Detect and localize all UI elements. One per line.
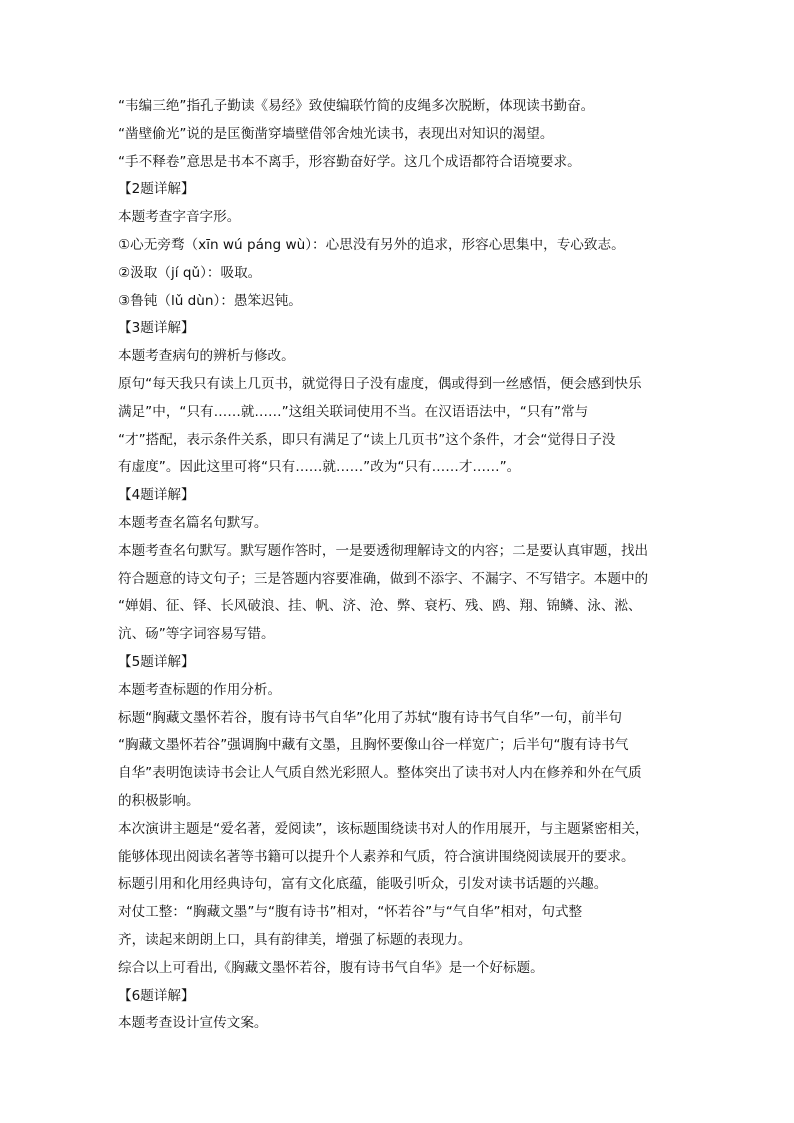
section-heading: 【6题详解】	[118, 987, 195, 1004]
text-line: 本题考查病句的辨析与修改。	[118, 348, 295, 365]
text-line: 本次演讲主题是“爱名著，爱阅读”，该标题围绕读书对人的作用展开，与主题紧密相关，	[118, 820, 649, 837]
text-line: 符合题意的诗文句子；三是答题内容要准确，做到不添字、不漏字、不写错字。本题中的	[118, 570, 649, 587]
text-line: 本题考查设计宣传文案。	[118, 1015, 268, 1032]
section-heading: 【3题详解】	[118, 320, 195, 337]
text-line: ②汲取（jí qǔ）：吸取。	[118, 264, 262, 281]
text-line: “才”搭配，表示条件关系，即只有满足了“读上几页书”这个条件，才会“觉得日子没	[118, 431, 616, 448]
text-line: ③鲁钝（lǔ dùn）：愚笨迟钝。	[118, 292, 302, 309]
text-line: “手不释卷”意思是书本不离手，形容勤奋好学。这几个成语都符合语境要求。	[118, 153, 581, 170]
text-line: 本题考查标题的作用分析。	[118, 681, 282, 698]
document-page	[118, 93, 678, 1038]
text-line: “凿壁偷光”说的是匡衡凿穿墙壁借邻舍烛光读书，表现出对知识的渴望。	[118, 125, 554, 142]
text-line: 本题考查名篇名句默写。	[118, 514, 268, 531]
text-line: 沆、砀”等字词容易写错。	[118, 626, 275, 643]
text-line: 对仗工整：“胸藏文墨”与“腹有诗书”相对，“怀若谷”与“气自华”相对，句式整	[118, 904, 583, 921]
text-line: 标题引用和化用经典诗句，富有文化底蕴，能吸引听众，引发对读书话题的兴趣。	[118, 876, 608, 893]
text-line: 满足”中，“只有……就……”这组关联词使用不当。在汉语语法中，“只有”常与	[118, 403, 589, 420]
text-line: “韦编三绝”指孔子勤读《易经》致使编联竹简的皮绳多次脱断，体现读书勤奋。	[118, 98, 595, 114]
text-line: 齐，读起来朗朗上口，具有韵律美，增强了标题的表现力。	[118, 931, 472, 948]
text-line: ①心无旁骛（xīn wú páng wù）：心思没有另外的追求，形容心思集中，专心致志。	[118, 236, 625, 253]
text-line: 能够体现出阅读名著等书籍可以提升个人素养和气质，符合演讲围绕阅读展开的要求。	[118, 848, 635, 865]
section-heading: 【4题详解】	[118, 487, 195, 504]
text-line: 原句“每天我只有读上几页书，就觉得日子没有虚度，偶或得到一丝感悟，便会感到快乐	[118, 375, 642, 392]
text-line: 的积极影响。	[118, 792, 200, 809]
text-line: 标题“胸藏文墨怀若谷，腹有诗书气自华”化用了苏轼“腹有诗书气自华”一句，前半句	[118, 709, 622, 726]
text-line: “婵娟、征、铎、长风破浪、挂、帆、济、沧、弊、衰朽、残、鸥、翔、锦鳞、泳、淞、	[118, 598, 642, 615]
text-line: 有虚度”。因此这里可将“只有……就……”改为“只有……才……”。	[118, 459, 521, 476]
text-line: 本题考查名句默写。默写题作答时，一是要透彻理解诗文的内容；二是要认真审题，找出	[118, 542, 649, 559]
section-heading: 【2题详解】	[118, 181, 195, 198]
text-line: 综合以上可看出,《胸藏文墨怀若谷，腹有诗书气自华》是一个好标题。	[118, 959, 544, 976]
section-heading: 【5题详解】	[118, 653, 195, 670]
text-line: 自华”表明饱读诗书会让人气质自然光彩照人。整体突出了读书对人内在修养和外在气质	[118, 765, 642, 782]
text-line: 本题考查字音字形。	[118, 209, 241, 226]
text-line: “胸藏文墨怀若谷”强调胸中藏有文墨，且胸怀要像山谷一样宽广；后半句“腹有诗书气	[118, 737, 629, 754]
